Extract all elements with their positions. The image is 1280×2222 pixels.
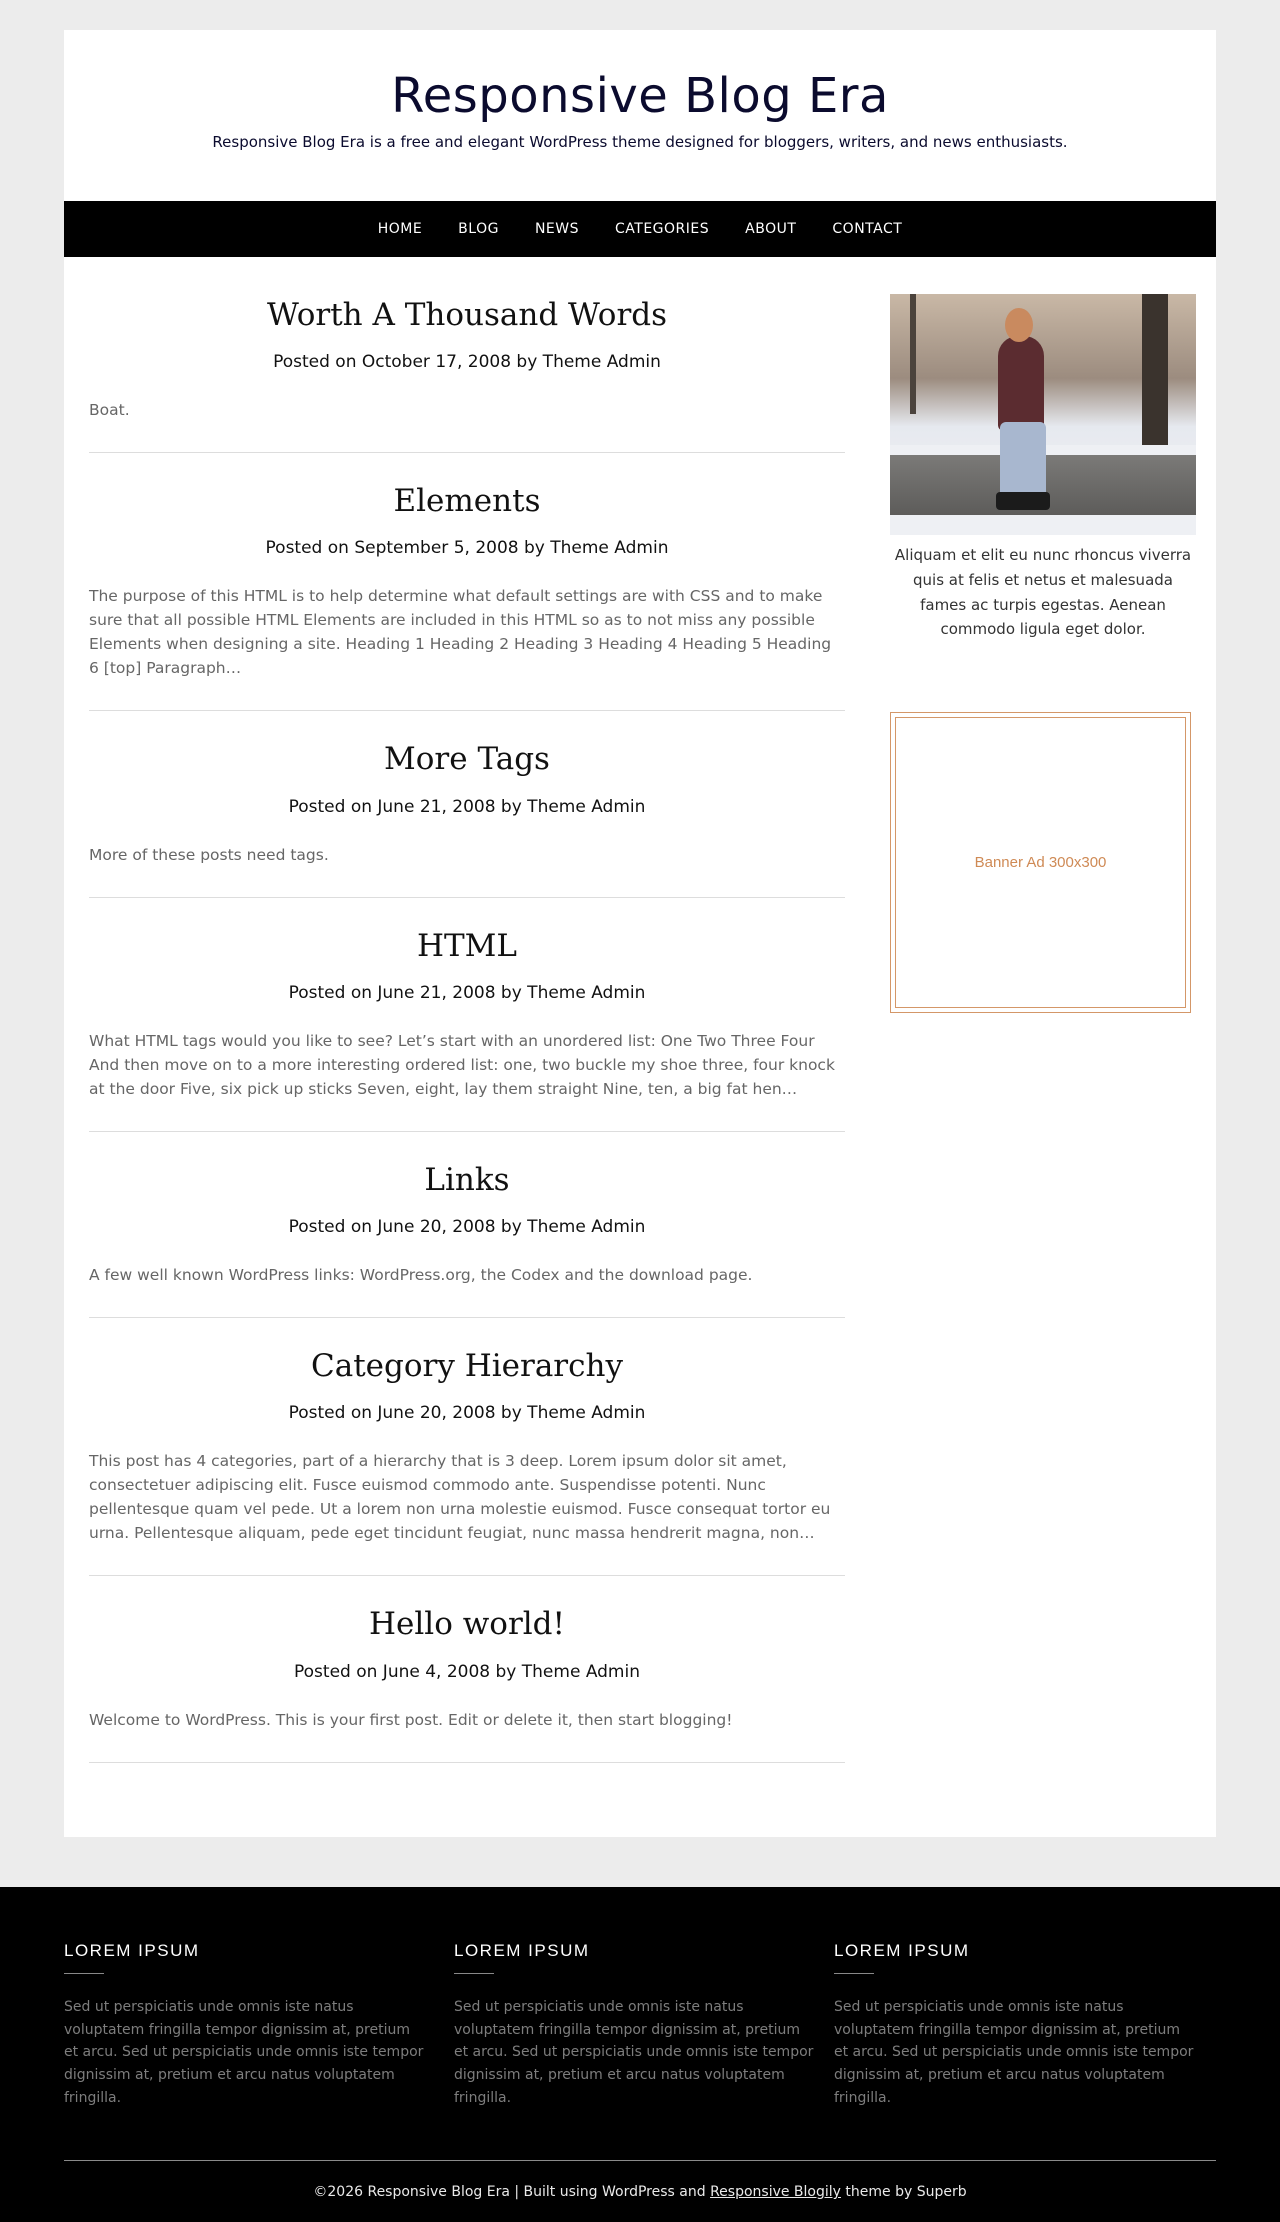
post-excerpt: This post has 4 categories, part of a hierarchy that is 3 deep. Lorem ipsum dolor sit amet, consectetuer adipiscing elit. Fusce euismod commodo ante. Suspendisse potenti. Nunc pellentesque quam vel pede. Ut a lorem non urna molestie euismod. Fusce consequat tortor eu urna. Pellentesque aliquam, pede eget tincidunt feugiat, nunc massa hendrerit magna, non… bbox=[89, 1452, 831, 1543]
nav-item-home[interactable]: HOME bbox=[377, 221, 423, 237]
content-area bbox=[64, 257, 1216, 1837]
post-meta: Posted on June 21, 2008 by Theme Admin bbox=[288, 982, 646, 1003]
post-item bbox=[89, 741, 845, 897]
footer-widget-text: Sed ut perspiciatis unde omnis iste natus voluptatem fringilla tempor dignissim at, pretium et arcu. Sed ut perspiciatis unde omnis iste tempor dignissim at, pretium et arcu natus voluptatem fringilla. bbox=[454, 1999, 814, 2106]
photo-tree-left bbox=[910, 294, 916, 414]
photo-person-head bbox=[1005, 308, 1033, 342]
post-excerpt: Welcome to WordPress. This is your first post. Edit or delete it, then start blogging! bbox=[89, 1710, 733, 1729]
post-item bbox=[89, 297, 845, 453]
footer-widget bbox=[454, 1941, 814, 2109]
nav-item-about[interactable]: ABOUT bbox=[745, 221, 797, 237]
site-header bbox=[64, 30, 1216, 201]
nav-item-categories[interactable]: CATEGORIES bbox=[615, 221, 710, 237]
banner-ad-label: Banner Ad 300x300 bbox=[974, 854, 1107, 871]
post-title[interactable]: Worth A Thousand Words bbox=[266, 297, 668, 333]
footer-widget bbox=[834, 1941, 1194, 2109]
post-meta: Posted on September 5, 2008 by Theme Admin bbox=[265, 538, 669, 559]
copyright-suffix: theme by Superb bbox=[845, 2184, 967, 2200]
post-title[interactable]: Links bbox=[424, 1161, 510, 1198]
nav-item-news[interactable]: NEWS bbox=[534, 221, 580, 237]
site-footer bbox=[0, 1887, 1280, 2222]
footer-widget bbox=[64, 1941, 424, 2109]
post-title[interactable]: Hello world! bbox=[369, 1606, 565, 1643]
banner-ad[interactable] bbox=[890, 712, 1191, 1013]
photo-caption: Aliquam et elit eu nunc rhoncus viverra quis at felis et netus et malesuada fames ac turpis egestas. Aenean commodo ligula eget dolor. bbox=[894, 546, 1192, 639]
photo-person-boots bbox=[996, 492, 1050, 510]
post-item bbox=[89, 1606, 845, 1762]
footer-widget-heading: LOREM IPSUM bbox=[64, 1941, 200, 1960]
banner-ad-inner bbox=[895, 717, 1186, 1008]
sidebar bbox=[890, 257, 1196, 1837]
site-description: Responsive Blog Era is a free and elegant WordPress theme designed for bloggers, writers, and news enthusiasts. bbox=[212, 132, 1068, 151]
post-title[interactable]: Elements bbox=[393, 483, 541, 520]
post-meta: Posted on June 20, 2008 by Theme Admin bbox=[288, 1403, 646, 1424]
copyright bbox=[0, 2184, 1280, 2200]
post-title[interactable]: Category Hierarchy bbox=[311, 1348, 623, 1385]
post-excerpt: Boat. bbox=[89, 401, 130, 420]
nav-item-blog[interactable]: BLOG bbox=[458, 221, 499, 237]
footer-widget-heading: LOREM IPSUM bbox=[454, 1941, 590, 1960]
footer-widget-underline bbox=[454, 1973, 494, 1974]
footer-widget-text: Sed ut perspiciatis unde omnis iste natus voluptatem fringilla tempor dignissim at, pretium et arcu. Sed ut perspiciatis unde omnis iste tempor dignissim at, pretium et arcu natus voluptatem fringilla. bbox=[64, 1999, 424, 2106]
post-meta: Posted on June 21, 2008 by Theme Admin bbox=[288, 796, 646, 817]
post-meta: Posted on October 17, 2008 by Theme Admin bbox=[273, 352, 661, 373]
post-list bbox=[89, 257, 845, 1837]
post-meta: Posted on June 4, 2008 by Theme Admin bbox=[294, 1661, 640, 1682]
photo-person-jeans bbox=[1000, 422, 1046, 500]
post-item bbox=[89, 928, 845, 1132]
theme-link[interactable]: Responsive Blogily bbox=[710, 2184, 841, 2200]
main-navigation bbox=[64, 201, 1216, 257]
footer-divider bbox=[64, 2160, 1216, 2161]
site-title[interactable]: Responsive Blog Era bbox=[391, 68, 889, 124]
footer-widget-heading: LOREM IPSUM bbox=[834, 1941, 970, 1960]
post-title[interactable]: HTML bbox=[416, 927, 518, 964]
copyright-prefix: ©2026 Responsive Blog Era | Built using WordPress and bbox=[313, 2184, 706, 2200]
sidebar-photo bbox=[890, 294, 1196, 535]
post-excerpt: What HTML tags would you like to see? Let’s start with an unordered list: One Two Three Four And then move on to a more interesting ordered list: one, two buckle my shoe three, four knock at the door Five, six pick up sticks Seven, eight, lay them straight Nine, ten, a big fat hen… bbox=[89, 1031, 835, 1098]
post-item bbox=[89, 483, 845, 711]
post-item bbox=[89, 1348, 845, 1576]
post-excerpt: More of these posts need tags. bbox=[89, 845, 329, 864]
footer-widgets bbox=[64, 1941, 1216, 2111]
post-meta: Posted on June 20, 2008 by Theme Admin bbox=[288, 1217, 646, 1238]
post-excerpt: A few well known WordPress links: WordPress.org, the Codex and the download page. bbox=[89, 1266, 753, 1285]
footer-widget-text: Sed ut perspiciatis unde omnis iste natus voluptatem fringilla tempor dignissim at, pretium et arcu. Sed ut perspiciatis unde omnis iste tempor dignissim at, pretium et arcu natus voluptatem fringilla. bbox=[834, 1999, 1194, 2106]
nav-item-contact[interactable]: CONTACT bbox=[832, 221, 903, 237]
footer-widget-underline bbox=[64, 1973, 104, 1974]
post-item bbox=[89, 1162, 845, 1318]
post-title[interactable]: More Tags bbox=[384, 741, 550, 778]
post-excerpt: The purpose of this HTML is to help determine what default settings are with CSS and to make sure that all possible HTML Elements are included in this HTML so as to not miss any possible Elements when designing a site. Heading 1 Heading 2 Heading 3 Heading 4 Heading 5 Heading 6 [top] Paragraph… bbox=[89, 587, 832, 678]
photo-person-coat bbox=[998, 336, 1044, 431]
footer-widget-underline bbox=[834, 1973, 874, 1974]
site-container bbox=[64, 30, 1216, 1837]
